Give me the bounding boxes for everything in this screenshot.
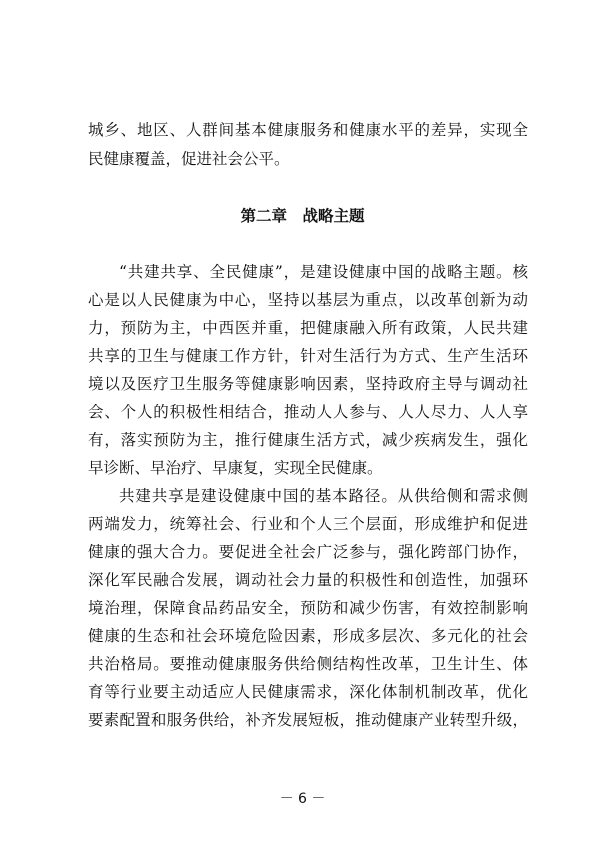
text-line: 共建共享是建设健康中国的基本路径。从供给侧和需求侧 [119, 487, 528, 505]
text-line: 两端发力，统筹社会、行业和个人三个层面，形成维护和促进 [88, 515, 528, 533]
text-line: 育等行业要主动适应人民健康需求，深化体制机制改革，优化 [88, 683, 528, 701]
text-line: 城乡、地区、人群间基本健康服务和健康水平的差异，实现全 [88, 121, 528, 139]
text-line: 健康的生态和社会环境危险因素，形成多层次、多元化的社会 [88, 627, 528, 645]
text-line: 心是以人民健康为中心，坚持以基层为重点，以改革创新为动 [88, 291, 528, 309]
text-line: 健康的强大合力。要促进全社会广泛参与，强化跨部门协作， [88, 543, 528, 561]
text-line: 民健康覆盖，促进社会公平。 [88, 150, 290, 168]
text-line: 深化军民融合发展，调动社会力量的积极性和创造性，加强环 [88, 571, 528, 589]
text-line: 早诊断、早治疗、早康复，实现全民健康。 [88, 459, 383, 477]
text-line: 要素配置和服务供给，补齐发展短板，推动健康产业转型升级， [88, 711, 528, 729]
text-line: 境以及医疗卫生服务等健康影响因素，坚持政府主导与调动社 [88, 375, 528, 393]
chapter-heading: 第二章 战略主题 [240, 207, 365, 225]
text-line: “共建共享、全民健康”，是建设健康中国的战略主题。核 [119, 263, 528, 281]
page-number: － 6 － [279, 791, 326, 807]
text-line: 有，落实预防为主，推行健康生活方式，减少疾病发生，强化 [88, 431, 528, 449]
text-line: 境治理，保障食品药品安全，预防和减少伤害，有效控制影响 [88, 599, 528, 617]
text-line: 共治格局。要推动健康服务供给侧结构性改革，卫生计生、体 [88, 655, 528, 673]
text-line: 力，预防为主，中西医并重，把健康融入所有政策，人民共建 [88, 319, 528, 337]
text-line: 共享的卫生与健康工作方针，针对生活行为方式、生产生活环 [88, 347, 528, 365]
text-line: 会、个人的积极性相结合，推动人人参与、人人尽力、人人享 [88, 403, 528, 421]
